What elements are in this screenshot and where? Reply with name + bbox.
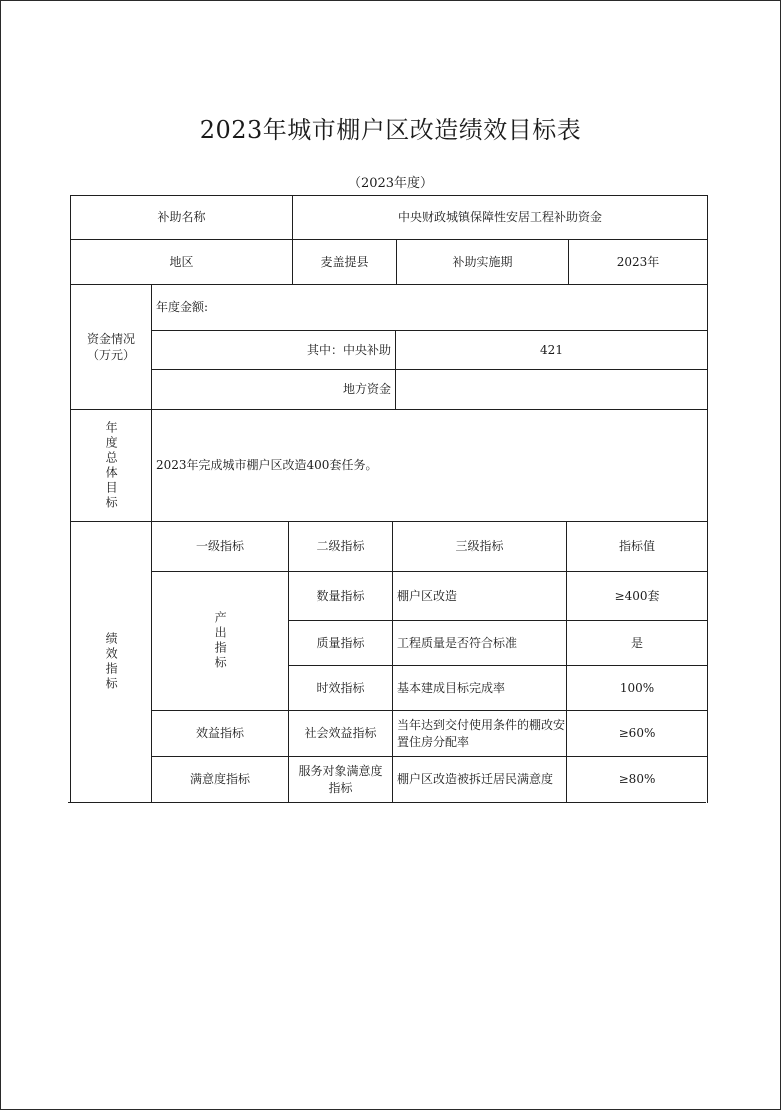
satisfaction-level2: 服务对象满意度指标 bbox=[298, 764, 383, 795]
table-row-quality-value: 是 bbox=[630, 635, 643, 650]
table-row-timeliness-value: 100% bbox=[619, 680, 655, 695]
annual-goal-label: 年度总体目标 bbox=[104, 420, 119, 511]
period-value: 2023年 bbox=[616, 254, 660, 269]
period-label: 补助实施期 bbox=[452, 254, 513, 269]
header-level2: 二级指标 bbox=[316, 539, 365, 554]
central-subsidy-value: 421 bbox=[540, 342, 563, 357]
table-row-quality-level3: 工程质量是否符合标准 bbox=[397, 635, 518, 650]
table-row-timeliness-level3: 基本建成目标完成率 bbox=[397, 680, 506, 695]
benefit-level3: 当年达到交付使用条件的棚改安置住房分配率 bbox=[397, 718, 566, 749]
performance-label: 绩效指标 bbox=[104, 632, 119, 692]
benefit-level2: 社会效益指标 bbox=[304, 726, 377, 741]
header-level3: 三级指标 bbox=[455, 539, 504, 554]
benefit-level1: 效益指标 bbox=[195, 726, 244, 741]
document-subtitle: （2023年度） bbox=[347, 176, 434, 191]
satisfaction-value: ≥80% bbox=[618, 772, 656, 787]
annual-amount-label: 年度金额: bbox=[156, 300, 209, 315]
satisfaction-level1: 满意度指标 bbox=[189, 772, 250, 787]
table-row-timeliness-level2: 时效指标 bbox=[316, 680, 365, 695]
subsidy-name-label: 补助名称 bbox=[157, 210, 206, 225]
table-row-quality-level2: 质量指标 bbox=[316, 635, 365, 650]
region-label: 地区 bbox=[169, 254, 194, 269]
output-indicator-label: 产出指标 bbox=[213, 611, 228, 671]
header-level1: 一级指标 bbox=[195, 539, 244, 554]
central-subsidy-label: 其中：中央补助 bbox=[306, 342, 391, 357]
table-row-quantity-level2: 数量指标 bbox=[316, 588, 365, 603]
satisfaction-level3: 棚户区改造被拆迁居民满意度 bbox=[397, 772, 554, 787]
funds-label: 资金情况（万元） bbox=[86, 331, 135, 362]
table-row-quantity-level3: 棚户区改造 bbox=[397, 588, 458, 603]
local-funds-value bbox=[396, 370, 707, 409]
table-row-quantity-value: ≥400套 bbox=[614, 588, 660, 603]
subsidy-name-value: 中央财政城镇保障性安居工程补助资金 bbox=[397, 210, 602, 225]
annual-goal-text: 2023年完成城市棚户区改造400套任务。 bbox=[156, 458, 378, 473]
benefit-value: ≥60% bbox=[618, 726, 656, 741]
header-value: 指标值 bbox=[618, 539, 655, 554]
region-value: 麦盖提县 bbox=[320, 254, 369, 269]
local-funds-label: 地方资金 bbox=[342, 382, 391, 397]
document-title: 2023年城市棚户区改造绩效目标表 bbox=[199, 116, 582, 144]
